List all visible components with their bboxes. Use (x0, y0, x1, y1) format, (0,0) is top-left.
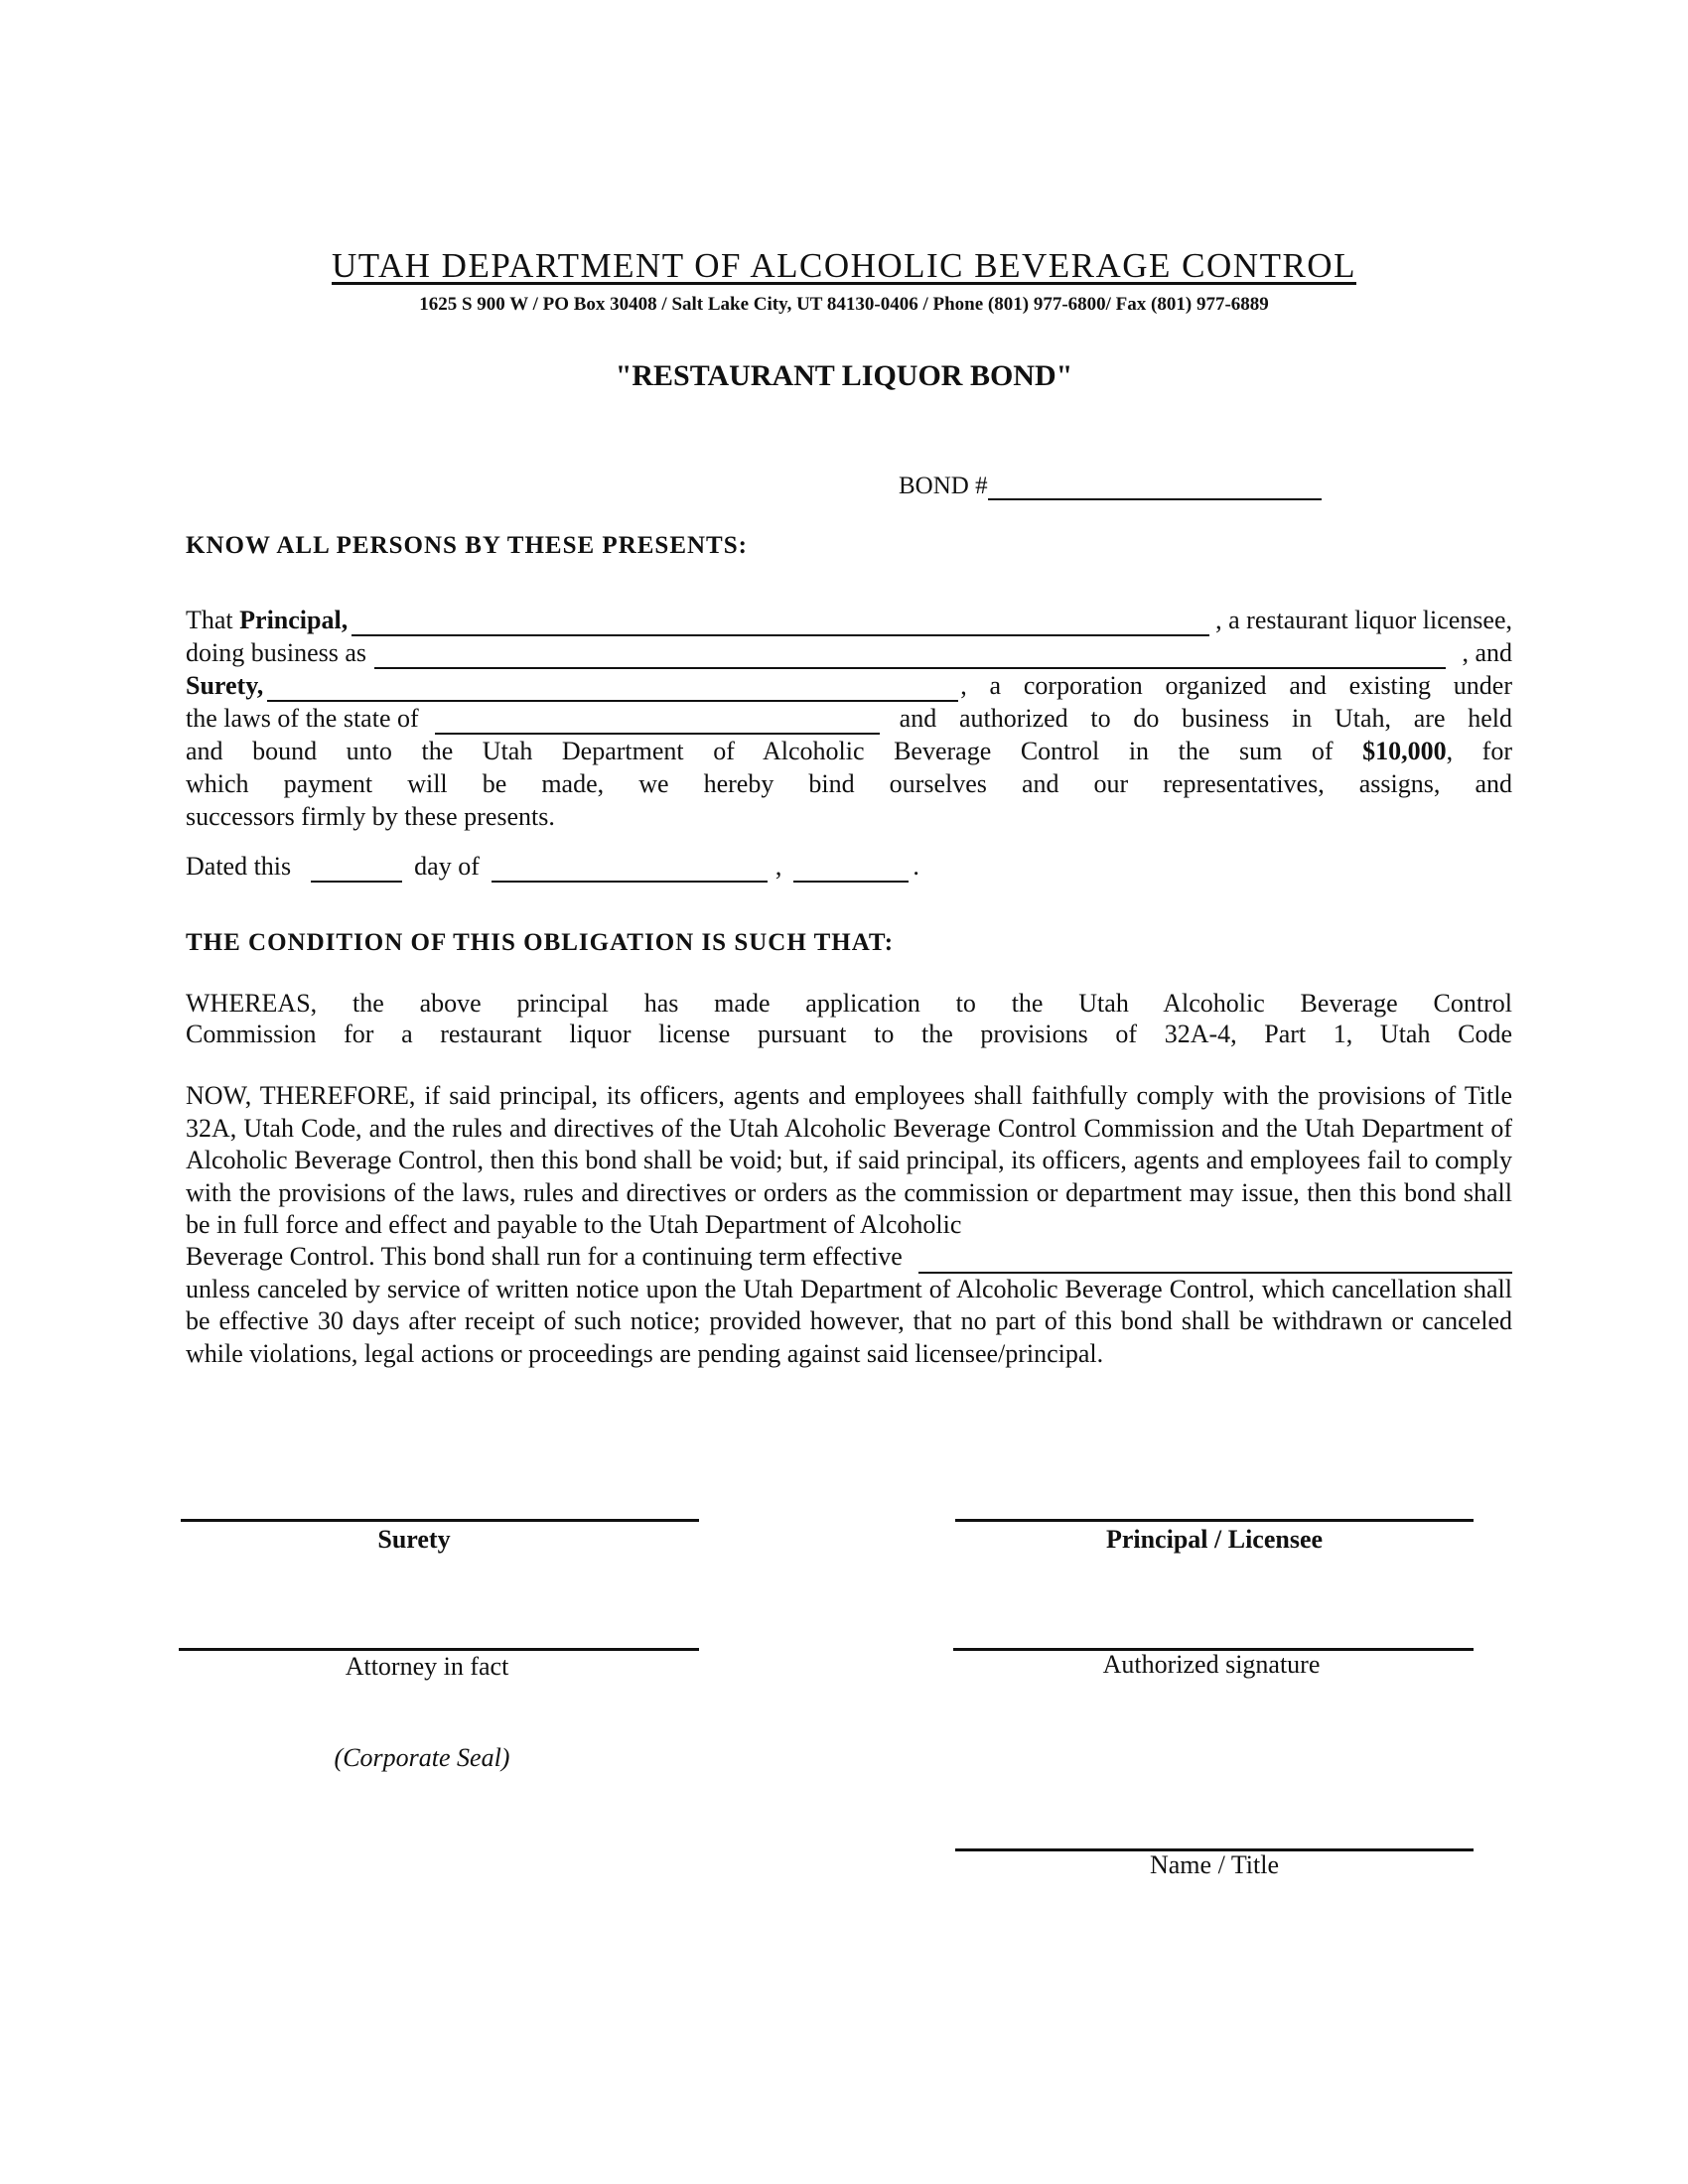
principal-blank[interactable] (352, 609, 1209, 636)
dba-label: doing business as (186, 638, 366, 667)
laws-label: the laws of the state of (186, 704, 419, 733)
attorney-signature-line[interactable] (179, 1648, 699, 1651)
bound-line (186, 735, 1512, 767)
dba-blank[interactable] (374, 641, 1446, 669)
principal-label: Principal, (239, 606, 349, 634)
know-all-heading: KNOW ALL PERSONS BY THESE PRESENTS: (186, 532, 748, 559)
document-title: "RESTAURANT LIQUOR BOND" (615, 359, 1073, 392)
laws-line (186, 702, 1512, 735)
bound-text: and bound unto the Utah Department of Alcoholic Beverage Control in the sum of (186, 737, 1363, 765)
principal-line (186, 604, 1512, 636)
intro-paragraph (186, 604, 1512, 833)
for-text: , for (1446, 737, 1512, 765)
that-text: That (186, 606, 233, 634)
agency-address: 1625 S 900 W / PO Box 30408 / Salt Lake City, UT 84130-0406 / Phone (801) 977-6800/ Fax (801) 977-6889 (419, 294, 1269, 315)
bond-number-blank[interactable] (988, 473, 1322, 500)
licensee-suffix: , a restaurant liquor licensee, (1215, 606, 1512, 634)
attorney-signature-label: Attorney in fact (345, 1652, 509, 1681)
term-effective-blank[interactable] (918, 1246, 1512, 1274)
successors-line: successors firmly by these presents. (186, 802, 555, 831)
dba-line (186, 636, 1512, 669)
surety-label: Surety, (186, 671, 264, 700)
surety-signature-label: Surety (377, 1525, 451, 1554)
dated-comma: , (774, 852, 782, 881)
whereas-line-2: Commission for a restaurant liquor license pursuant to the provisions of 32A-4, Part 1, Utah Code (186, 1020, 1512, 1048)
bond-sum: $10,000 (1362, 737, 1447, 765)
surety-blank[interactable] (267, 674, 958, 702)
whereas-paragraph (186, 987, 1512, 1048)
day-of-label: day of (414, 852, 480, 881)
bond-number-field (899, 473, 1322, 500)
term-line (186, 1242, 1512, 1274)
condition-heading: THE CONDITION OF THIS OBLIGATION IS SUCH THAT: (186, 929, 895, 956)
now-therefore-part1: NOW, THEREFORE, if said principal, its officers, agents and employees shall faithfully comply with the provisions of Title 32A, Utah Code, and the rules and directives of the Utah Alcoholic Beverage Control Commission and the Utah Department of Alcoholic Beverage Control, then this bond shall be void; but, if said principal, its officers, agents and employees fail to comply with the provisions of the laws, rules and directives or orders as the commission or department may issue, then this bond shall be in full force and effect and payable to the Utah Department of Alcoholic (186, 1081, 1512, 1239)
corp-suffix: , a corporation organized and existing under (960, 671, 1512, 700)
principal-signature-line[interactable] (955, 1519, 1474, 1522)
surety-line (186, 669, 1512, 702)
dated-year-blank[interactable] (793, 855, 909, 883)
now-therefore-part2: unless canceled by service of written notice upon the Utah Department of Alcoholic Beverage Control, which cancellation shall be effective 30 days after receipt of such notice; provided however, that no part of this bond shall be withdrawn or canceled while violations, legal actions or proceedings are pending against said licensee/principal. (186, 1274, 1512, 1368)
dated-day-blank[interactable] (311, 855, 402, 883)
agency-name: UTAH DEPARTMENT OF ALCOHOLIC BEVERAGE CONTROL (332, 246, 1356, 285)
authorized-signature-label: Authorized signature (1102, 1650, 1321, 1679)
payment-line: which payment will be made, we hereby bind ourselves and our representatives, assigns, and (186, 769, 1512, 798)
term-text: Beverage Control. This bond shall run for a continuing term effective (186, 1242, 903, 1271)
now-therefore-paragraph (186, 1080, 1512, 1370)
bond-number-label: BOND # (899, 473, 988, 499)
name-title-label: Name / Title (1149, 1850, 1279, 1879)
corporate-seal-label: (Corporate Seal) (334, 1743, 510, 1772)
dated-period: . (913, 852, 919, 881)
dated-label: Dated this (186, 852, 292, 881)
state-blank[interactable] (435, 707, 880, 735)
authorized-suffix: and authorized to do business in Utah, are held (899, 704, 1512, 733)
principal-signature-label: Principal / Licensee (1105, 1525, 1324, 1554)
dated-month-blank[interactable] (492, 855, 768, 883)
dated-line (186, 850, 919, 883)
whereas-line-1: WHEREAS, the above principal has made application to the Utah Alcoholic Beverage Control (186, 989, 1512, 1018)
surety-signature-line[interactable] (181, 1519, 699, 1522)
and-suffix: , and (1462, 638, 1512, 667)
